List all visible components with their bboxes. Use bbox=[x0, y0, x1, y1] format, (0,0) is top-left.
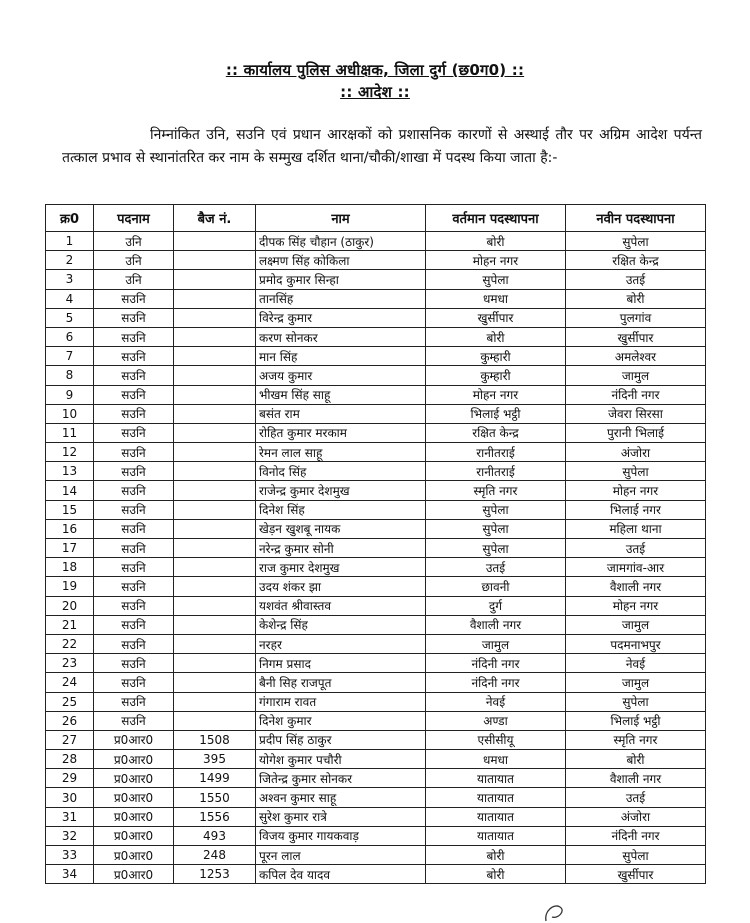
table-row bbox=[46, 500, 706, 519]
cell-current-posting: मोहन नगर bbox=[426, 251, 566, 270]
cell-current-posting: यातायात bbox=[426, 807, 566, 826]
cell-name: विजय कुमार गायकवाड़ bbox=[256, 826, 426, 845]
cell-serial: 10 bbox=[46, 404, 94, 423]
col-header-sno: क्र0 bbox=[46, 205, 94, 232]
cell-current-posting: एसीसीयू bbox=[426, 730, 566, 749]
table-body bbox=[46, 232, 706, 884]
cell-new-posting: अंजोरा bbox=[566, 807, 706, 826]
cell-current-posting: उतई bbox=[426, 558, 566, 577]
cell-badge: 1499 bbox=[174, 769, 256, 788]
cell-rank: सउनि bbox=[94, 596, 174, 615]
cell-badge bbox=[174, 366, 256, 385]
cell-rank: सउनि bbox=[94, 539, 174, 558]
cell-new-posting: जेवरा सिरसा bbox=[566, 404, 706, 423]
cell-new-posting: बोरी bbox=[566, 750, 706, 769]
cell-new-posting: वैशाली नगर bbox=[566, 577, 706, 596]
cell-new-posting: नंदिनी नगर bbox=[566, 826, 706, 845]
cell-serial: 4 bbox=[46, 289, 94, 308]
cell-name: दिनेश सिंह bbox=[256, 500, 426, 519]
cell-badge bbox=[174, 539, 256, 558]
cell-serial: 2 bbox=[46, 251, 94, 270]
cell-current-posting: छावनी bbox=[426, 577, 566, 596]
cell-current-posting: यातायात bbox=[426, 788, 566, 807]
cell-new-posting: खुर्सीपार bbox=[566, 327, 706, 346]
table-row bbox=[46, 289, 706, 308]
table-row bbox=[46, 673, 706, 692]
table-row bbox=[46, 270, 706, 289]
cell-serial: 21 bbox=[46, 615, 94, 634]
cell-rank: प्र0आर0 bbox=[94, 788, 174, 807]
cell-name: अश्वन कुमार साहू bbox=[256, 788, 426, 807]
cell-badge bbox=[174, 327, 256, 346]
cell-current-posting: यातायात bbox=[426, 826, 566, 845]
col-header-name: नाम bbox=[256, 205, 426, 232]
cell-serial: 27 bbox=[46, 730, 94, 749]
cell-badge: 1556 bbox=[174, 807, 256, 826]
table-row bbox=[46, 826, 706, 845]
table-row bbox=[46, 462, 706, 481]
cell-name: रेमन लाल साहू bbox=[256, 443, 426, 462]
cell-rank: प्र0आर0 bbox=[94, 730, 174, 749]
cell-new-posting: पुलगांव bbox=[566, 308, 706, 327]
cell-current-posting: जामुल bbox=[426, 634, 566, 653]
cell-new-posting: उतई bbox=[566, 270, 706, 289]
cell-serial: 3 bbox=[46, 270, 94, 289]
cell-serial: 23 bbox=[46, 654, 94, 673]
cell-current-posting: सुपेला bbox=[426, 270, 566, 289]
cell-current-posting: नेवई bbox=[426, 692, 566, 711]
cell-rank: प्र0आर0 bbox=[94, 846, 174, 865]
table-row bbox=[46, 577, 706, 596]
cell-badge bbox=[174, 634, 256, 653]
cell-serial: 26 bbox=[46, 711, 94, 730]
cell-new-posting: भिलाई नगर bbox=[566, 500, 706, 519]
cell-rank: सउनि bbox=[94, 577, 174, 596]
cell-current-posting: मोहन नगर bbox=[426, 385, 566, 404]
cell-serial: 11 bbox=[46, 423, 94, 442]
cell-current-posting: यातायात bbox=[426, 769, 566, 788]
cell-name: विनोद सिंह bbox=[256, 462, 426, 481]
cell-badge bbox=[174, 232, 256, 251]
cell-name: मान सिंह bbox=[256, 347, 426, 366]
cell-name: कपिल देव यादव bbox=[256, 865, 426, 884]
cell-new-posting: पुरानी भिलाई bbox=[566, 423, 706, 442]
cell-current-posting: रानीतराई bbox=[426, 462, 566, 481]
cell-current-posting: बोरी bbox=[426, 865, 566, 884]
cell-name: रोहित कुमार मरकाम bbox=[256, 423, 426, 442]
cell-rank: सउनि bbox=[94, 289, 174, 308]
cell-badge bbox=[174, 270, 256, 289]
cell-rank: सउनि bbox=[94, 654, 174, 673]
cell-current-posting: बोरी bbox=[426, 232, 566, 251]
cell-rank: उनि bbox=[94, 251, 174, 270]
cell-current-posting: भिलाई भट्ठी bbox=[426, 404, 566, 423]
cell-badge bbox=[174, 443, 256, 462]
table-row bbox=[46, 807, 706, 826]
table-row bbox=[46, 327, 706, 346]
cell-current-posting: कुम्हारी bbox=[426, 366, 566, 385]
cell-current-posting: धमधा bbox=[426, 750, 566, 769]
cell-current-posting: सुपेला bbox=[426, 519, 566, 538]
table-header-row bbox=[46, 205, 706, 232]
office-heading: :: कार्यालय पुलिस अधीक्षक, जिला दुर्ग (छ0ग0) :: bbox=[225, 61, 525, 79]
intro-paragraph bbox=[62, 124, 702, 170]
cell-name: विरेन्द्र कुमार bbox=[256, 308, 426, 327]
cell-current-posting: कुम्हारी bbox=[426, 347, 566, 366]
cell-name: करण सोनकर bbox=[256, 327, 426, 346]
table-row bbox=[46, 481, 706, 500]
cell-rank: सउनि bbox=[94, 615, 174, 634]
table-row bbox=[46, 654, 706, 673]
cell-badge bbox=[174, 462, 256, 481]
cell-new-posting: सुपेला bbox=[566, 232, 706, 251]
cell-current-posting: रक्षित केन्द्र bbox=[426, 423, 566, 442]
cell-name: पूरन लाल bbox=[256, 846, 426, 865]
cell-name: योगेश कुमार पचौरी bbox=[256, 750, 426, 769]
cell-rank: प्र0आर0 bbox=[94, 750, 174, 769]
cell-rank: सउनि bbox=[94, 443, 174, 462]
cell-name: गंगाराम रावत bbox=[256, 692, 426, 711]
cell-new-posting: भिलाई भट्ठी bbox=[566, 711, 706, 730]
cell-badge bbox=[174, 423, 256, 442]
cell-rank: सउनि bbox=[94, 347, 174, 366]
cell-serial: 13 bbox=[46, 462, 94, 481]
col-header-badge: बैज नं. bbox=[174, 205, 256, 232]
cell-rank: सउनि bbox=[94, 481, 174, 500]
cell-badge bbox=[174, 500, 256, 519]
cell-current-posting: अण्डा bbox=[426, 711, 566, 730]
cell-new-posting: अमलेश्वर bbox=[566, 347, 706, 366]
table-row bbox=[46, 558, 706, 577]
cell-current-posting: रानीतराई bbox=[426, 443, 566, 462]
cell-rank: सउनि bbox=[94, 385, 174, 404]
cell-current-posting: वैशाली नगर bbox=[426, 615, 566, 634]
cell-name: उदय शंकर झा bbox=[256, 577, 426, 596]
cell-rank: सउनि bbox=[94, 692, 174, 711]
cell-name: यशवंत श्रीवास्तव bbox=[256, 596, 426, 615]
cell-new-posting: अंजोरा bbox=[566, 443, 706, 462]
cell-new-posting: वैशाली नगर bbox=[566, 769, 706, 788]
cell-serial: 16 bbox=[46, 519, 94, 538]
table-row bbox=[46, 423, 706, 442]
cell-name: सुरेश कुमार रात्रे bbox=[256, 807, 426, 826]
table-row bbox=[46, 308, 706, 327]
order-heading: :: आदेश :: bbox=[340, 83, 410, 101]
cell-rank: सउनि bbox=[94, 366, 174, 385]
cell-name: निगम प्रसाद bbox=[256, 654, 426, 673]
table-row bbox=[46, 711, 706, 730]
cell-badge: 493 bbox=[174, 826, 256, 845]
cell-new-posting: जामुल bbox=[566, 673, 706, 692]
cell-badge: 248 bbox=[174, 846, 256, 865]
cell-badge bbox=[174, 481, 256, 500]
table-row bbox=[46, 750, 706, 769]
cell-serial: 31 bbox=[46, 807, 94, 826]
transfer-table bbox=[45, 204, 706, 884]
cell-name: भीखम सिंह साहू bbox=[256, 385, 426, 404]
cell-current-posting: बोरी bbox=[426, 846, 566, 865]
cell-name: लक्ष्मण सिंह कोकिला bbox=[256, 251, 426, 270]
table-row bbox=[46, 539, 706, 558]
cell-new-posting: सुपेला bbox=[566, 692, 706, 711]
cell-name: खेड़न खुशबू नायक bbox=[256, 519, 426, 538]
table-row bbox=[46, 634, 706, 653]
cell-name: राज कुमार देशमुख bbox=[256, 558, 426, 577]
cell-badge bbox=[174, 404, 256, 423]
cell-serial: 19 bbox=[46, 577, 94, 596]
cell-new-posting: महिला थाना bbox=[566, 519, 706, 538]
col-header-rank: पदनाम bbox=[94, 205, 174, 232]
cell-serial: 25 bbox=[46, 692, 94, 711]
cell-name: बैनी सिह राजपूत bbox=[256, 673, 426, 692]
cell-serial: 6 bbox=[46, 327, 94, 346]
cell-serial: 1 bbox=[46, 232, 94, 251]
cell-name: नरहर bbox=[256, 634, 426, 653]
table-row bbox=[46, 385, 706, 404]
cell-rank: प्र0आर0 bbox=[94, 865, 174, 884]
cell-name: दिनेश कुमार bbox=[256, 711, 426, 730]
cell-rank: सउनि bbox=[94, 462, 174, 481]
cell-rank: सउनि bbox=[94, 634, 174, 653]
cell-badge: 1550 bbox=[174, 788, 256, 807]
table-row bbox=[46, 846, 706, 865]
cell-serial: 22 bbox=[46, 634, 94, 653]
cell-new-posting: मोहन नगर bbox=[566, 481, 706, 500]
cell-rank: सउनि bbox=[94, 519, 174, 538]
cell-badge bbox=[174, 251, 256, 270]
cell-serial: 32 bbox=[46, 826, 94, 845]
cell-new-posting: जामुल bbox=[566, 615, 706, 634]
cell-serial: 33 bbox=[46, 846, 94, 865]
table-row bbox=[46, 596, 706, 615]
cell-new-posting: बोरी bbox=[566, 289, 706, 308]
cell-rank: सउनि bbox=[94, 500, 174, 519]
cell-rank: सउनि bbox=[94, 673, 174, 692]
signature-mark bbox=[540, 893, 580, 923]
table-row bbox=[46, 788, 706, 807]
cell-serial: 9 bbox=[46, 385, 94, 404]
cell-current-posting: दुर्ग bbox=[426, 596, 566, 615]
cell-badge bbox=[174, 596, 256, 615]
cell-current-posting: खुर्सीपार bbox=[426, 308, 566, 327]
cell-rank: प्र0आर0 bbox=[94, 769, 174, 788]
cell-new-posting: पदमनाभपुर bbox=[566, 634, 706, 653]
table-row bbox=[46, 347, 706, 366]
cell-new-posting: नंदिनी नगर bbox=[566, 385, 706, 404]
cell-name: दीपक सिंह चौहान (ठाकुर) bbox=[256, 232, 426, 251]
cell-badge bbox=[174, 347, 256, 366]
col-header-current-posting: वर्तमान पदस्थापना bbox=[426, 205, 566, 232]
cell-name: राजेन्द्र कुमार देशमुख bbox=[256, 481, 426, 500]
cell-current-posting: सुपेला bbox=[426, 539, 566, 558]
cell-new-posting: नेवई bbox=[566, 654, 706, 673]
cell-new-posting: जामुल bbox=[566, 366, 706, 385]
cell-rank: सउनि bbox=[94, 404, 174, 423]
cell-name: नरेन्द्र कुमार सोनी bbox=[256, 539, 426, 558]
intro-text: निम्नांकित उनि, सउनि एवं प्रधान आरक्षकों को प्रशासनिक कारणों से अस्थाई तौर पर अग्रिम आदेश पर्यन्त तत्काल प्रभाव से स्थानांतरित कर नाम के सम्मुख दर्शित थाना/चौकी/शाखा में पदस्थ किया जाता है:- bbox=[62, 127, 702, 166]
cell-new-posting: स्मृति नगर bbox=[566, 730, 706, 749]
cell-name: केशेन्द्र सिंह bbox=[256, 615, 426, 634]
cell-serial: 15 bbox=[46, 500, 94, 519]
cell-serial: 8 bbox=[46, 366, 94, 385]
cell-badge bbox=[174, 519, 256, 538]
cell-name: प्रदीप सिंह ठाकुर bbox=[256, 730, 426, 749]
col-header-new-posting: नवीन पदस्थापना bbox=[566, 205, 706, 232]
cell-serial: 17 bbox=[46, 539, 94, 558]
cell-new-posting: मोहन नगर bbox=[566, 596, 706, 615]
cell-new-posting: उतई bbox=[566, 788, 706, 807]
cell-badge bbox=[174, 577, 256, 596]
cell-badge bbox=[174, 654, 256, 673]
cell-badge bbox=[174, 558, 256, 577]
cell-badge bbox=[174, 615, 256, 634]
cell-current-posting: सुपेला bbox=[426, 500, 566, 519]
cell-serial: 5 bbox=[46, 308, 94, 327]
cell-badge: 1508 bbox=[174, 730, 256, 749]
table-row bbox=[46, 443, 706, 462]
cell-serial: 7 bbox=[46, 347, 94, 366]
cell-current-posting: नंदिनी नगर bbox=[426, 654, 566, 673]
cell-new-posting: जामगांव-आर bbox=[566, 558, 706, 577]
cell-badge: 395 bbox=[174, 750, 256, 769]
cell-badge bbox=[174, 673, 256, 692]
cell-current-posting: बोरी bbox=[426, 327, 566, 346]
cell-name: बसंत राम bbox=[256, 404, 426, 423]
cell-name: तानसिंह bbox=[256, 289, 426, 308]
cell-rank: सउनि bbox=[94, 423, 174, 442]
cell-rank: सउनि bbox=[94, 558, 174, 577]
cell-serial: 14 bbox=[46, 481, 94, 500]
table-row bbox=[46, 769, 706, 788]
cell-name: अजय कुमार bbox=[256, 366, 426, 385]
cell-serial: 24 bbox=[46, 673, 94, 692]
cell-badge bbox=[174, 385, 256, 404]
cell-rank: प्र0आर0 bbox=[94, 826, 174, 845]
cell-badge: 1253 bbox=[174, 865, 256, 884]
cell-rank: उनि bbox=[94, 232, 174, 251]
table-row bbox=[46, 730, 706, 749]
cell-rank: सउनि bbox=[94, 711, 174, 730]
cell-serial: 29 bbox=[46, 769, 94, 788]
table-row bbox=[46, 251, 706, 270]
table-row bbox=[46, 366, 706, 385]
cell-rank: प्र0आर0 bbox=[94, 807, 174, 826]
cell-new-posting: सुपेला bbox=[566, 846, 706, 865]
cell-name: जितेन्द्र कुमार सोनकर bbox=[256, 769, 426, 788]
cell-rank: सउनि bbox=[94, 327, 174, 346]
cell-serial: 30 bbox=[46, 788, 94, 807]
cell-serial: 20 bbox=[46, 596, 94, 615]
cell-name: प्रमोद कुमार सिन्हा bbox=[256, 270, 426, 289]
table-row bbox=[46, 615, 706, 634]
cell-new-posting: सुपेला bbox=[566, 462, 706, 481]
cell-badge bbox=[174, 289, 256, 308]
table-row bbox=[46, 519, 706, 538]
cell-serial: 28 bbox=[46, 750, 94, 769]
table-row bbox=[46, 865, 706, 884]
cell-new-posting: रक्षित केन्द्र bbox=[566, 251, 706, 270]
cell-rank: सउनि bbox=[94, 308, 174, 327]
cell-current-posting: नंदिनी नगर bbox=[426, 673, 566, 692]
cell-current-posting: स्मृति नगर bbox=[426, 481, 566, 500]
cell-serial: 12 bbox=[46, 443, 94, 462]
cell-new-posting: उतई bbox=[566, 539, 706, 558]
cell-rank: उनि bbox=[94, 270, 174, 289]
cell-badge bbox=[174, 711, 256, 730]
cell-serial: 18 bbox=[46, 558, 94, 577]
table-row bbox=[46, 692, 706, 711]
cell-new-posting: खुर्सीपार bbox=[566, 865, 706, 884]
cell-badge bbox=[174, 692, 256, 711]
table-row bbox=[46, 404, 706, 423]
cell-badge bbox=[174, 308, 256, 327]
table-row bbox=[46, 232, 706, 251]
cell-current-posting: धमधा bbox=[426, 289, 566, 308]
cell-serial: 34 bbox=[46, 865, 94, 884]
